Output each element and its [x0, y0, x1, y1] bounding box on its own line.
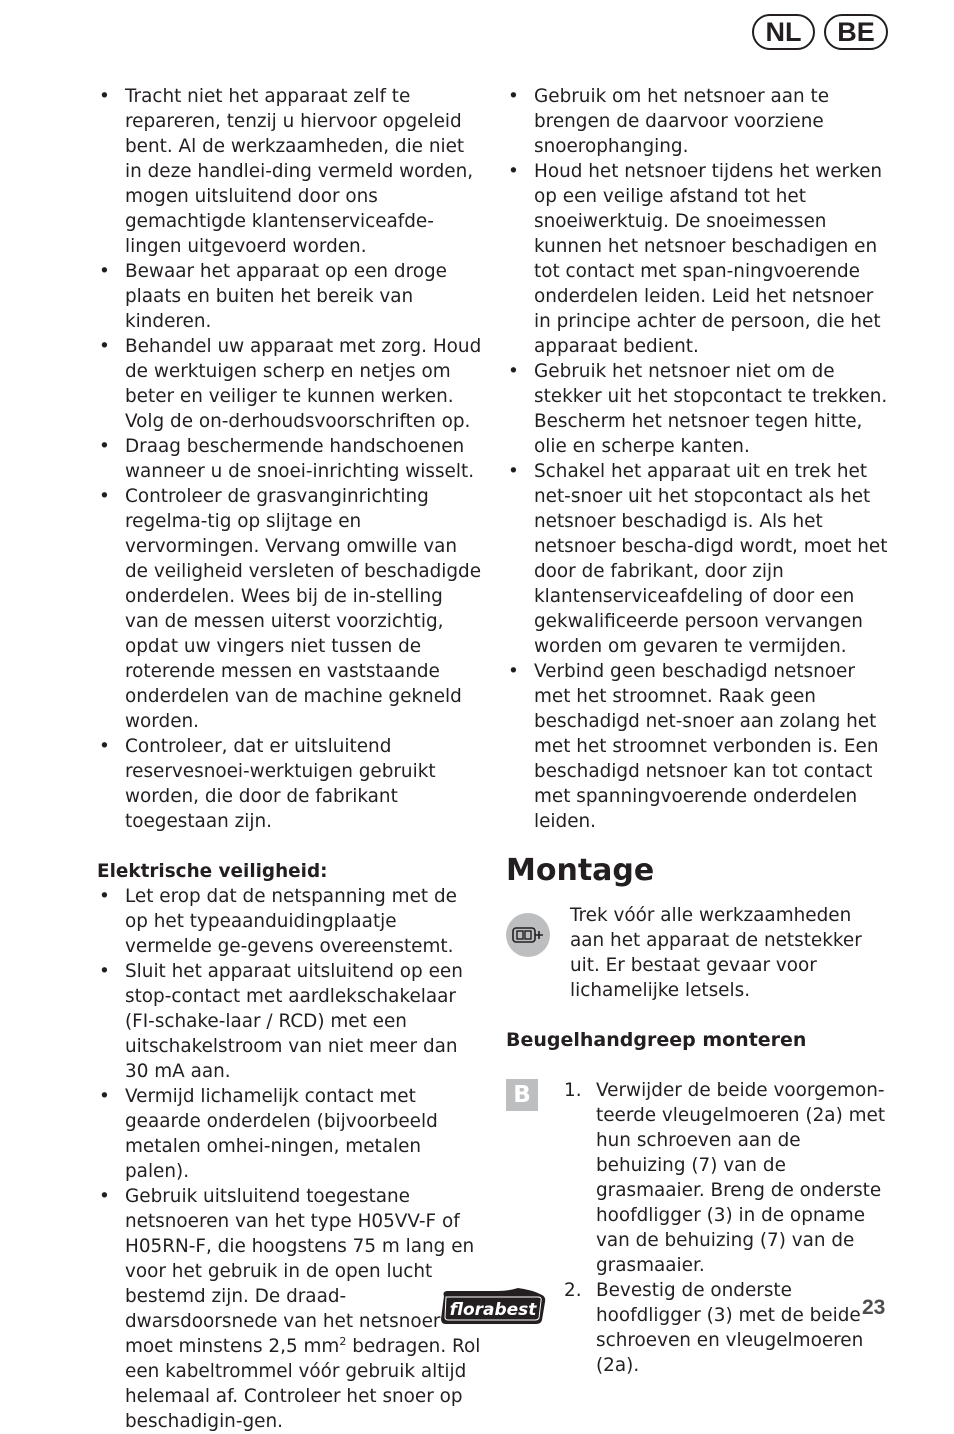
list-item: • Gebruik om het netsnoer aan te brengen de daarvoor voorziene snoerophanging.: [506, 84, 891, 159]
electrical-bullet-list: [97, 884, 482, 1434]
list-item: • Controleer de grasvanginrichting regelma-tig op slijtage en vervormingen. Vervang omwille van de veiligheid versleten of beschadigde onderdelen. Wees bij de in-stelling van de messen uiterst voorzichtig, opdat uw vingers niet tussen de roterende messen en vaststaande onderdelen van de machine gekneld worden.: [97, 484, 482, 734]
right-column: [506, 84, 891, 1378]
superscript-2: 2: [339, 1334, 347, 1348]
figure-badge: B: [506, 1079, 538, 1111]
florabest-logo: [438, 1288, 547, 1326]
list-item: [97, 1184, 482, 1434]
unplug-icon: [506, 913, 550, 957]
step-number: 1.: [564, 1080, 582, 1101]
unplug-warning: [506, 903, 891, 1003]
safety-bullet-list: [97, 84, 482, 834]
montage-heading: Montage: [506, 853, 655, 888]
language-badge-nl: NL: [752, 14, 815, 50]
list-item: [558, 1078, 891, 1278]
step-text: Verwijder de beide voorgemon-teerde vleugelmoeren (2a) met hun schroeven aan de behuizing (7) van de grasmaaier. Breng de onderste hoofdligger (3) in de opname van de behuizing (7) van de grasmaaier.: [596, 1080, 886, 1276]
cable-bullet-list: [506, 84, 891, 834]
left-column: [97, 84, 482, 1434]
cable-text-b: bedragen. Rol een kabeltrommel vóór gebruik altijd helemaal af. Controleer het snoer op beschadigin-gen.: [125, 1336, 481, 1432]
list-item: • Draag beschermende handschoenen wanneer u de snoei-inrichting wisselt.: [97, 434, 482, 484]
list-item: • Controleer, dat er uitsluitend reservesnoei-werktuigen gebruikt worden, die door de fabrikant toegestaan zijn.: [97, 734, 482, 834]
electrical-safety-heading: Elektrische veiligheid:: [97, 861, 328, 882]
list-item: • Behandel uw apparaat met zorg. Houd de werktuigen scherp en netjes om beter en veiliger te kunnen werken. Volg de on-derhoudsvoorschriften op.: [97, 334, 482, 434]
assembly-steps: [506, 1078, 891, 1378]
list-item: • Schakel het apparaat uit en trek het net-snoer uit het stopcontact als het netsnoer beschadigd is. Als het netsnoer bescha-digd wordt, moet het door de fabrikant, door zijn klantenserviceafdeling of door een gekwalificeerde persoon vervangen worden om gevaren te vermijden.: [506, 459, 891, 659]
list-item: • Verbind geen beschadigd netsnoer met het stroomnet. Raak geen beschadigd net-snoer aan zolang het met het stroomnet verbonden is. Een beschadigd netsnoer kan tot contact met spanningvoerende onderdelen leiden.: [506, 659, 891, 834]
logo-text: florabest: [449, 1300, 537, 1320]
list-item: • Sluit het apparaat uitsluitend op een stop-contact met aardlekschakelaar (FI-schake-laar / RCD) met een uitschakelstroom van niet meer dan 30 mA aan.: [97, 959, 482, 1084]
language-badge-be: BE: [824, 14, 888, 50]
list-item: [558, 1278, 891, 1378]
list-item: • Gebruik het netsnoer niet om de stekker uit het stopcontact te trekken. Bescherm het netsnoer tegen hitte, olie en scherpe kanten.: [506, 359, 891, 459]
section-heading: Beugelhandgreep monteren: [506, 1029, 807, 1051]
cable-text-a: Gebruik uitsluitend toegestane netsnoeren van het type H05VV-F of H05RN-F, die hoogstens 75 m lang en voor het gebruik in de open lucht bestemd zijn. De draad-dwarsdoorsnede van het netsnoer moet minstens 2,5 mm: [125, 1186, 475, 1357]
list-item: • Houd het netsnoer tijdens het werken op een veilige afstand tot het snoeiwerktuig. De snoeimessen kunnen het netsnoer beschadigen en tot contact met span-ningvoerende onderdelen leiden. Leid het netsnoer in principe achter de persoon, die het apparaat bedient.: [506, 159, 891, 359]
warning-text: Trek vóór alle werkzaamheden aan het apparaat de netstekker uit. Er bestaat gevaar voor lichamelijke letsels.: [570, 905, 862, 1001]
list-item: • Let erop dat de netspanning met de op het typeaanduidingplaatje vermelde ge-gevens overeenstemt.: [97, 884, 482, 959]
step-text: Bevestig de onderste hoofdligger (3) met de beide schroeven en vleugelmoeren (2a).: [596, 1280, 864, 1376]
page-number: 23: [862, 1296, 886, 1319]
list-item: • Vermijd lichamelijk contact met geaarde onderdelen (bijvoorbeeld metalen omhei-ningen, metalen palen).: [97, 1084, 482, 1184]
list-item: • Tracht niet het apparaat zelf te repareren, tenzij u hiervoor opgeleid bent. Al de werkzaamheden, die niet in deze handlei-ding vermeld worden, mogen uitsluitend door ons gemachtigde klantenserviceafde-lingen uitgevoerd worden.: [97, 84, 482, 259]
list-item: • Bewaar het apparaat op een droge plaats en buiten het bereik van kinderen.: [97, 259, 482, 334]
step-number: 2.: [564, 1280, 582, 1301]
steps-list: [558, 1078, 891, 1378]
